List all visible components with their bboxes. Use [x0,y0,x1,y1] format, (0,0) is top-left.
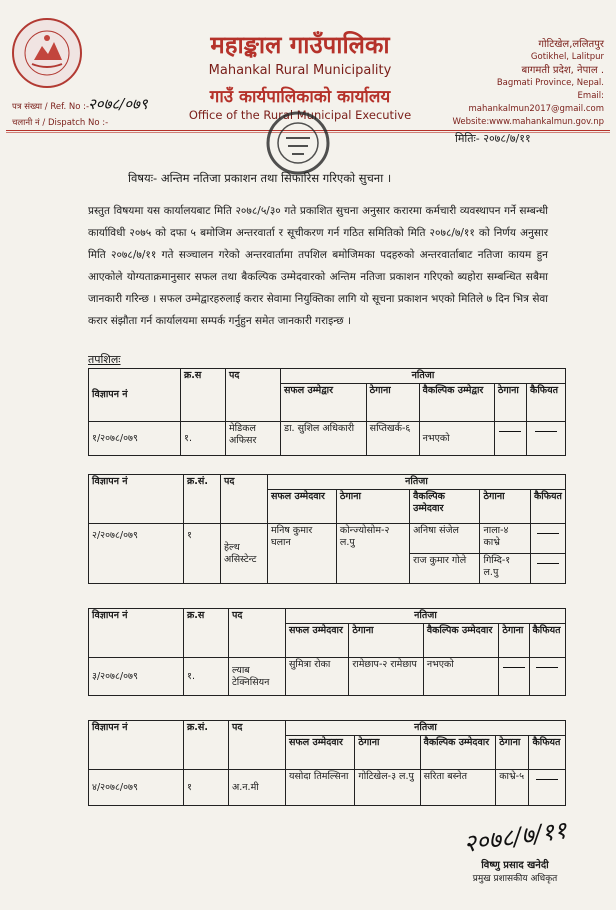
post-name: अ.न.मी [229,770,286,806]
header-remarks: कैफियत [529,624,565,658]
ref-value: २०७८/०७९ [88,95,148,113]
ref-label: पत्र संख्या / Ref. No :- [12,102,90,112]
contact-block [444,38,604,129]
municipality-title-np: महाङ्काल गाउँपालिका [210,31,390,59]
location-np: गोटिखेल,ललितपुर [538,39,604,50]
municipality-logo [12,18,82,88]
header-success: सफल उम्मेदवार [286,624,349,658]
alternate-candidate: सरिता बस्नेत [420,770,496,806]
header-alternate: वैकल्पिक उम्मेद्वार [419,384,494,422]
success-address: कोन्ज्योसोम-२ ल.पु [336,524,409,584]
province-np: बागमती प्रदेश, नेपाल . [521,65,604,76]
remarks-2 [530,554,565,584]
header-sn: क्र.सं. [184,721,229,770]
signatory-title: प्रमुख प्रशासकीय अधिकृत [472,874,558,884]
remarks [527,422,566,456]
province-en: Bagmati Province, Nepal. [496,78,604,88]
header-post: पद [229,721,286,770]
result-table-4 [88,720,566,806]
result-table-1 [88,368,566,456]
alternate-address-2: गिम्दि-१ ल.पु [480,554,530,584]
header-post: पद [226,369,281,422]
remarks-1 [530,524,565,554]
post-name: ल्याब टेक्निसियन [229,658,286,696]
header-address-2: ठेगाना [494,384,526,422]
header-alternate: वैकल्पिक उम्मेदवार [410,490,480,524]
subject-line: विषयः- अन्तिम नतिजा प्रकाशन तथा सिफारिस गरिएको सुचना । [128,171,392,185]
header-ad: विज्ञापन नं [89,369,181,422]
header-address: ठेगाना [336,490,409,524]
header-remarks: कैफियत [529,736,566,770]
header-ad: विज्ञापन नं [89,609,184,658]
alternate-candidate: नभएको [423,658,499,696]
alternate-candidate-2: राज कुमार गोले [410,554,480,584]
success-address: रामेछाप-२ रामेछाप [349,658,423,696]
header-post: पद [221,475,268,524]
alternate-candidate-1: अनिषा संजेल [410,524,480,554]
header-ad: विज्ञापन नं [89,721,184,770]
alternate-address [499,658,529,696]
municipality-title-en: Mahankal Rural Municipality [208,63,392,78]
handwritten-signature: २०७८/७/११ [461,815,569,859]
notice-body: प्रस्तुत विषयमा यस कार्यालयबाट मिति २०७८/५/३० गते प्रकाशित सुचना अनुसार करारमा कर्मचारी व्यवस्थापन गर्ने सम्बन्धी कार्याविधी २०७५ को दफा ५ बमोजिम अन्तरवार्ता र सूचीकरण गर्न गठित समितिको मिति २०७८/७/११ को निर्णय अनुसार मिति २०७८/७/११ गते सञ्चालन गरेको अन्तरवार्तामा तपशिल बमोजिमका पदहरुको अन्तरवार्ताबाट नतिजा कायम हुन आएकोले योग्यताक्रमानुसार सफल तथा बैकल्पिक उम्मेदवारको अन्तिम नतिजा प्रकाशन गरिएको ब्यहोरा सम्बन्धित सबैमा जानकारी गरिन्छ । सफल उम्मेद्वारहरुलाई करार सेवामा नियुक्तिका लागि यो सूचना प्रकाशन भएको मितिले ७ दिन भित्र सेवा करार संझौता गर्न कार्यालयमा सम्पर्क गर्नुहुन समेत जानकारी गराइन्छ । [88,205,549,327]
result-table-2 [88,474,566,584]
signatory-name: विष्णु प्रसाद खनेदी [481,860,549,871]
ad-number: १/२०७८/०७९ [89,422,181,456]
header-remarks: कैफियत [530,490,565,524]
success-candidate: सुमित्रा रोका [286,658,349,696]
result-table-3 [88,608,566,696]
header-address: ठेगाना [355,736,420,770]
remarks [529,658,565,696]
success-address: गोटिखेल-३ ल.पु [355,770,420,806]
ad-number: ४/२०७८/०७९ [89,770,184,806]
post-name: मेडिकल अफिसर [226,422,281,456]
header-address-2: ठेगाना [499,624,529,658]
header-address-2: ठेगाना [480,490,530,524]
header-alternate: वैकल्पिक उम्मेदवार [423,624,499,658]
header-success: सफल उम्मेदवार [268,490,337,524]
header-result: नतिजा [281,369,566,384]
header-sn: क्र.स [181,369,226,422]
header-address: ठेगाना [366,384,419,422]
alternate-candidate: नभएको [419,422,494,456]
header-result: नतिजा [268,475,566,490]
ad-number: २/२०७८/०७९ [89,524,184,584]
office-title-np: गाउँ कार्यपालिकाको कार्यालय [209,87,391,107]
header-success: सफल उम्मेद्वार [281,384,367,422]
success-candidate: डा. सुशिल अधिकारी [281,422,367,456]
header-sn: क्र.सं. [184,475,221,524]
header-alternate: वैकल्पिक उम्मेदवार [420,736,496,770]
alternate-address-1: नाला-४ काभ्रे [480,524,530,554]
remarks [529,770,566,806]
office-title-en: Office of the Rural Municipal Executive [188,108,412,122]
serial-number: १ [184,524,221,584]
success-address: सप्तिखर्क-६ [366,422,419,456]
dispatch-label: चलानी नं / Dispatch No :- [12,118,109,128]
alternate-address: काभ्रे-५ [496,770,529,806]
header-result: नतिजा [286,721,566,736]
header-post: पद [229,609,286,658]
letter-date: मितिः- २०७८/७/११ [455,132,531,145]
ad-number: ३/२०७८/०७९ [89,658,184,696]
office-stamp [258,108,338,178]
location-en: Gotikhel, Lalitpur [530,52,604,62]
header-sn: क्र.स [184,609,229,658]
header-ad: विज्ञापन नं [89,475,184,524]
alternate-address [494,422,526,456]
header-remarks: कैफियत [527,384,566,422]
header-address: ठेगाना [349,624,423,658]
header-address-2: ठेगाना [496,736,529,770]
details-label: तपशिलः [88,353,121,366]
header-success: सफल उम्मेदवार [286,736,355,770]
success-candidate: मनिष कुमार घलान [268,524,337,584]
serial-number: १ [184,770,229,806]
serial-number: १. [181,422,226,456]
signature-block [440,815,590,884]
serial-number: १. [184,658,229,696]
email-text: Email: mahankalmun2017@gmail.com [468,91,604,114]
success-candidate: यसोदा तिमल्सिना [286,770,355,806]
website-text: Website:www.mahankalmun.gov.np [452,117,604,127]
header-result: नतिजा [286,609,566,624]
post-name: हेल्थ असिस्टेन्ट [221,524,268,584]
